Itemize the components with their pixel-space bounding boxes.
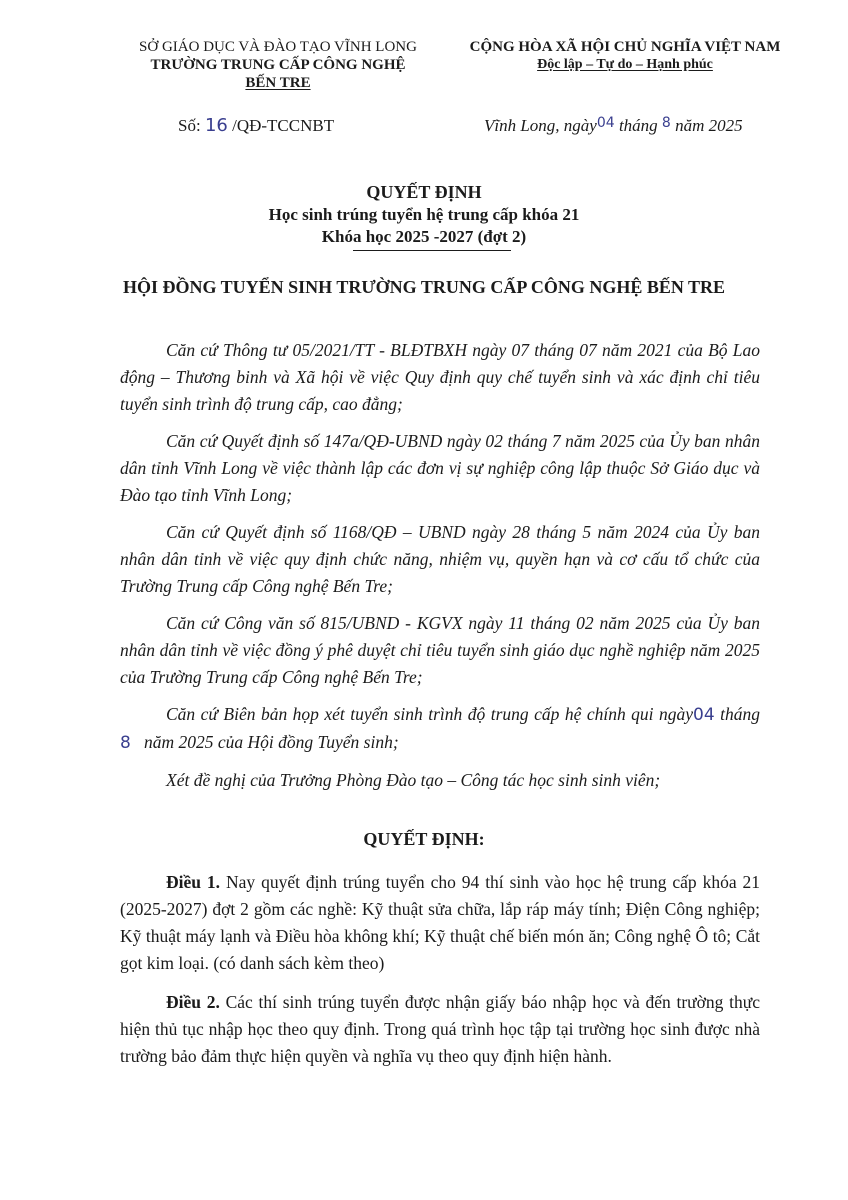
date-month-handwritten: 8	[661, 115, 671, 131]
article-2-text: Các thí sinh trúng tuyển được nhận giấy báo nhập học và đến trường thực hiện thủ tục nhập học theo quy định. Trong quá trình học tập tại trường học sinh được nhà trường bảo đảm thực hiện quyền và nghĩa vụ theo quy định hiện hành.	[120, 992, 760, 1066]
date-month-label: tháng	[618, 116, 658, 135]
basis5-day-handwritten: 04	[693, 705, 715, 725]
article-2	[120, 989, 760, 1070]
number-handwritten: 16	[204, 115, 228, 136]
basis5-text2: tháng	[720, 704, 760, 724]
basis5-month-handwritten: 8	[120, 733, 131, 753]
articles	[120, 869, 760, 1082]
basis-paragraph: Căn cứ Quyết định số 147a/QĐ-UBND ngày 02 tháng 7 năm 2025 của Ủy ban nhân dân tỉnh Vĩnh Long về việc thành lập các đơn vị sự nghiệp công lập thuộc Sở Giáo dục và Đào tạo tỉnh Vĩnh Long;	[120, 431, 760, 505]
basis-paragraph: Căn cứ Công văn số 815/UBND - KGVX ngày 11 tháng 02 năm 2025 của Ủy ban nhân dân tỉnh về việc đồng ý phê duyệt chỉ tiêu tuyển sinh giáo dục nghề nghiệp năm 2025 của Trường Trung cấp Công nghệ Bến Tre;	[120, 613, 760, 687]
article-2-label: Điều 2.	[166, 992, 220, 1012]
basis-paragraph-meeting	[120, 701, 760, 757]
issuer-school-line1: TRƯỜNG TRUNG CẤP CÔNG NGHỆ	[150, 57, 406, 73]
document-title	[0, 180, 848, 251]
national-header	[455, 38, 795, 74]
basis5-text1: Căn cứ Biên bản họp xét tuyển sinh trình độ trung cấp hệ chính qui ngày	[166, 704, 694, 724]
article-1-text: Nay quyết định trúng tuyển cho 94 thí sinh vào học hệ trung cấp khóa 21 (2025-2027) đợt 2 gồm các nghề: Kỹ thuật sửa chữa, lắp ráp máy tính; Điện Công nghiệp; Kỹ thuật máy lạnh và Điều hòa không khí; Kỹ thuật chế biến món ăn; Công nghệ Ô tô; Cắt gọt kim loại. (có danh sách kèm theo)	[120, 872, 761, 973]
basis5-text3: năm 2025 của Hội đồng Tuyển sinh;	[143, 732, 399, 752]
basis-paragraph: Căn cứ Thông tư 05/2021/TT - BLĐTBXH ngày 07 tháng 07 năm 2021 của Bộ Lao động – Thương binh và Xã hội về việc Quy định quy chế tuyển sinh và xác định chỉ tiêu tuyển sinh trình độ trung cấp, cao đẳng;	[120, 340, 760, 414]
document-number	[178, 115, 334, 136]
date-place: Vĩnh Long, ngày	[484, 116, 597, 135]
issuer-header	[108, 38, 448, 92]
proposal-paragraph: Xét đề nghị của Trưởng Phòng Đào tạo – Công tác học sinh sinh viên;	[166, 770, 661, 790]
date-day-handwritten: 04	[596, 115, 615, 131]
date-year: năm 2025	[675, 116, 743, 135]
article-1	[120, 869, 760, 977]
title-divider	[353, 250, 511, 251]
title-main: QUYẾT ĐỊNH	[366, 182, 482, 202]
council-heading: HỘI ĐỒNG TUYỂN SINH TRƯỜNG TRUNG CẤP CÔNG NGHỆ BẾN TRE	[122, 277, 726, 297]
legal-bases	[120, 337, 760, 804]
title-subtitle2: Khóa học 2025 -2027 (đợt 2)	[321, 227, 527, 246]
title-subtitle1: Học sinh trúng tuyển hệ trung cấp khóa 21	[268, 205, 580, 224]
issuer-school-line2: BẾN TRE	[245, 75, 311, 91]
issuer-department: SỞ GIÁO DỤC VÀ ĐÀO TẠO VĨNH LONG	[139, 39, 417, 55]
basis-paragraph: Căn cứ Quyết định số 1168/QĐ – UBND ngày 28 tháng 5 năm 2024 của Ủy ban nhân dân tỉnh về việc quy định chức năng, nhiệm vụ, quyền hạn và cơ cấu tổ chức của Trường Trung cấp Công nghệ Bến Tre;	[120, 522, 760, 596]
article-1-label: Điều 1.	[166, 872, 221, 892]
decision-heading: QUYẾT ĐỊNH:	[363, 829, 485, 849]
national-motto: Độc lập – Tự do – Hạnh phúc	[537, 57, 713, 72]
document-date	[484, 115, 743, 136]
number-prefix: Số:	[178, 116, 201, 135]
number-suffix: /QĐ-TCCNBT	[232, 116, 335, 135]
national-title: CỘNG HÒA XÃ HỘI CHỦ NGHĨA VIỆT NAM	[469, 39, 781, 55]
